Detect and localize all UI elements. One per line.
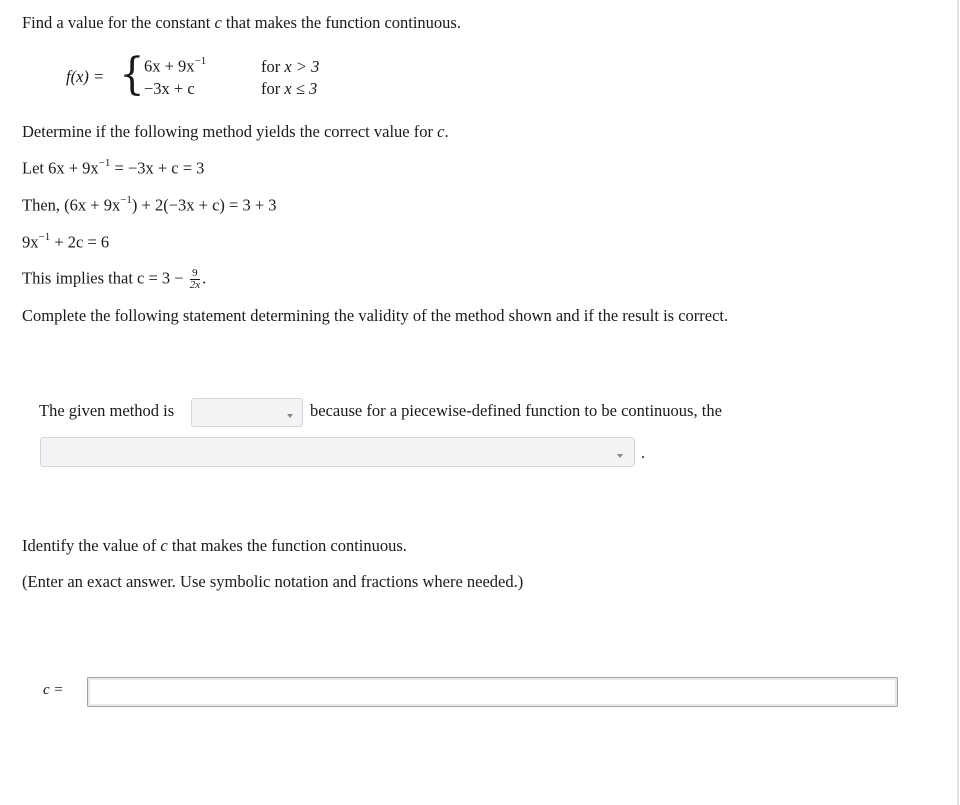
method-step-1: Let $6x + 9x^{-1} = -3x + c = 3$ — [22, 157, 205, 178]
page-right-border — [957, 0, 959, 805]
statement-prefix: The given method is — [39, 401, 175, 420]
method-intro: Determine if the following method yields the correct value for c. — [22, 122, 449, 141]
reason-dropdown[interactable] — [40, 437, 635, 467]
function-lhs: f(x) = — [66, 67, 105, 86]
case2-expression: −3x + c — [144, 79, 195, 98]
answer-input[interactable] — [87, 677, 898, 707]
case2-condition: for x ≤ 3 — [261, 79, 318, 98]
chevron-down-icon — [617, 454, 623, 458]
case1-condition: for x > 3 — [261, 57, 320, 76]
validity-dropdown[interactable] — [191, 398, 303, 427]
method-step-2: Then, $(6x + 9x^{-1}) + 2(-3x + c) = 3 + 3$ — [22, 194, 277, 215]
statement-middle: because for a piecewise-defined function to be continuous, the — [310, 401, 722, 420]
statement-instruction: Complete the following statement determining the validity of the method shown and if the result is correct. — [22, 306, 729, 325]
method-step-4: This implies that c = 3 − $\frac{9}{2x}$ . — [22, 267, 207, 291]
method-step-3: $9x^{-1} + 2c = 6$ — [22, 231, 110, 252]
fraction-9-over-2x: $\frac{9}{2x}$ — [189, 267, 201, 291]
question-prompt: Find a value for the constant c that makes the function continuous. — [22, 13, 461, 32]
statement-end-period: . — [641, 443, 646, 462]
piecewise-brace: { — [119, 49, 145, 100]
case1-expression: $6x + 9x^{-1}$ — [144, 55, 207, 76]
answer-label: c = — [43, 682, 64, 698]
chevron-down-icon — [287, 414, 293, 418]
part2-prompt: Identify the value of c that makes the function continuous. — [22, 536, 407, 555]
part2-note: (Enter an exact answer. Use symbolic notation and fractions where needed.) — [22, 572, 524, 591]
